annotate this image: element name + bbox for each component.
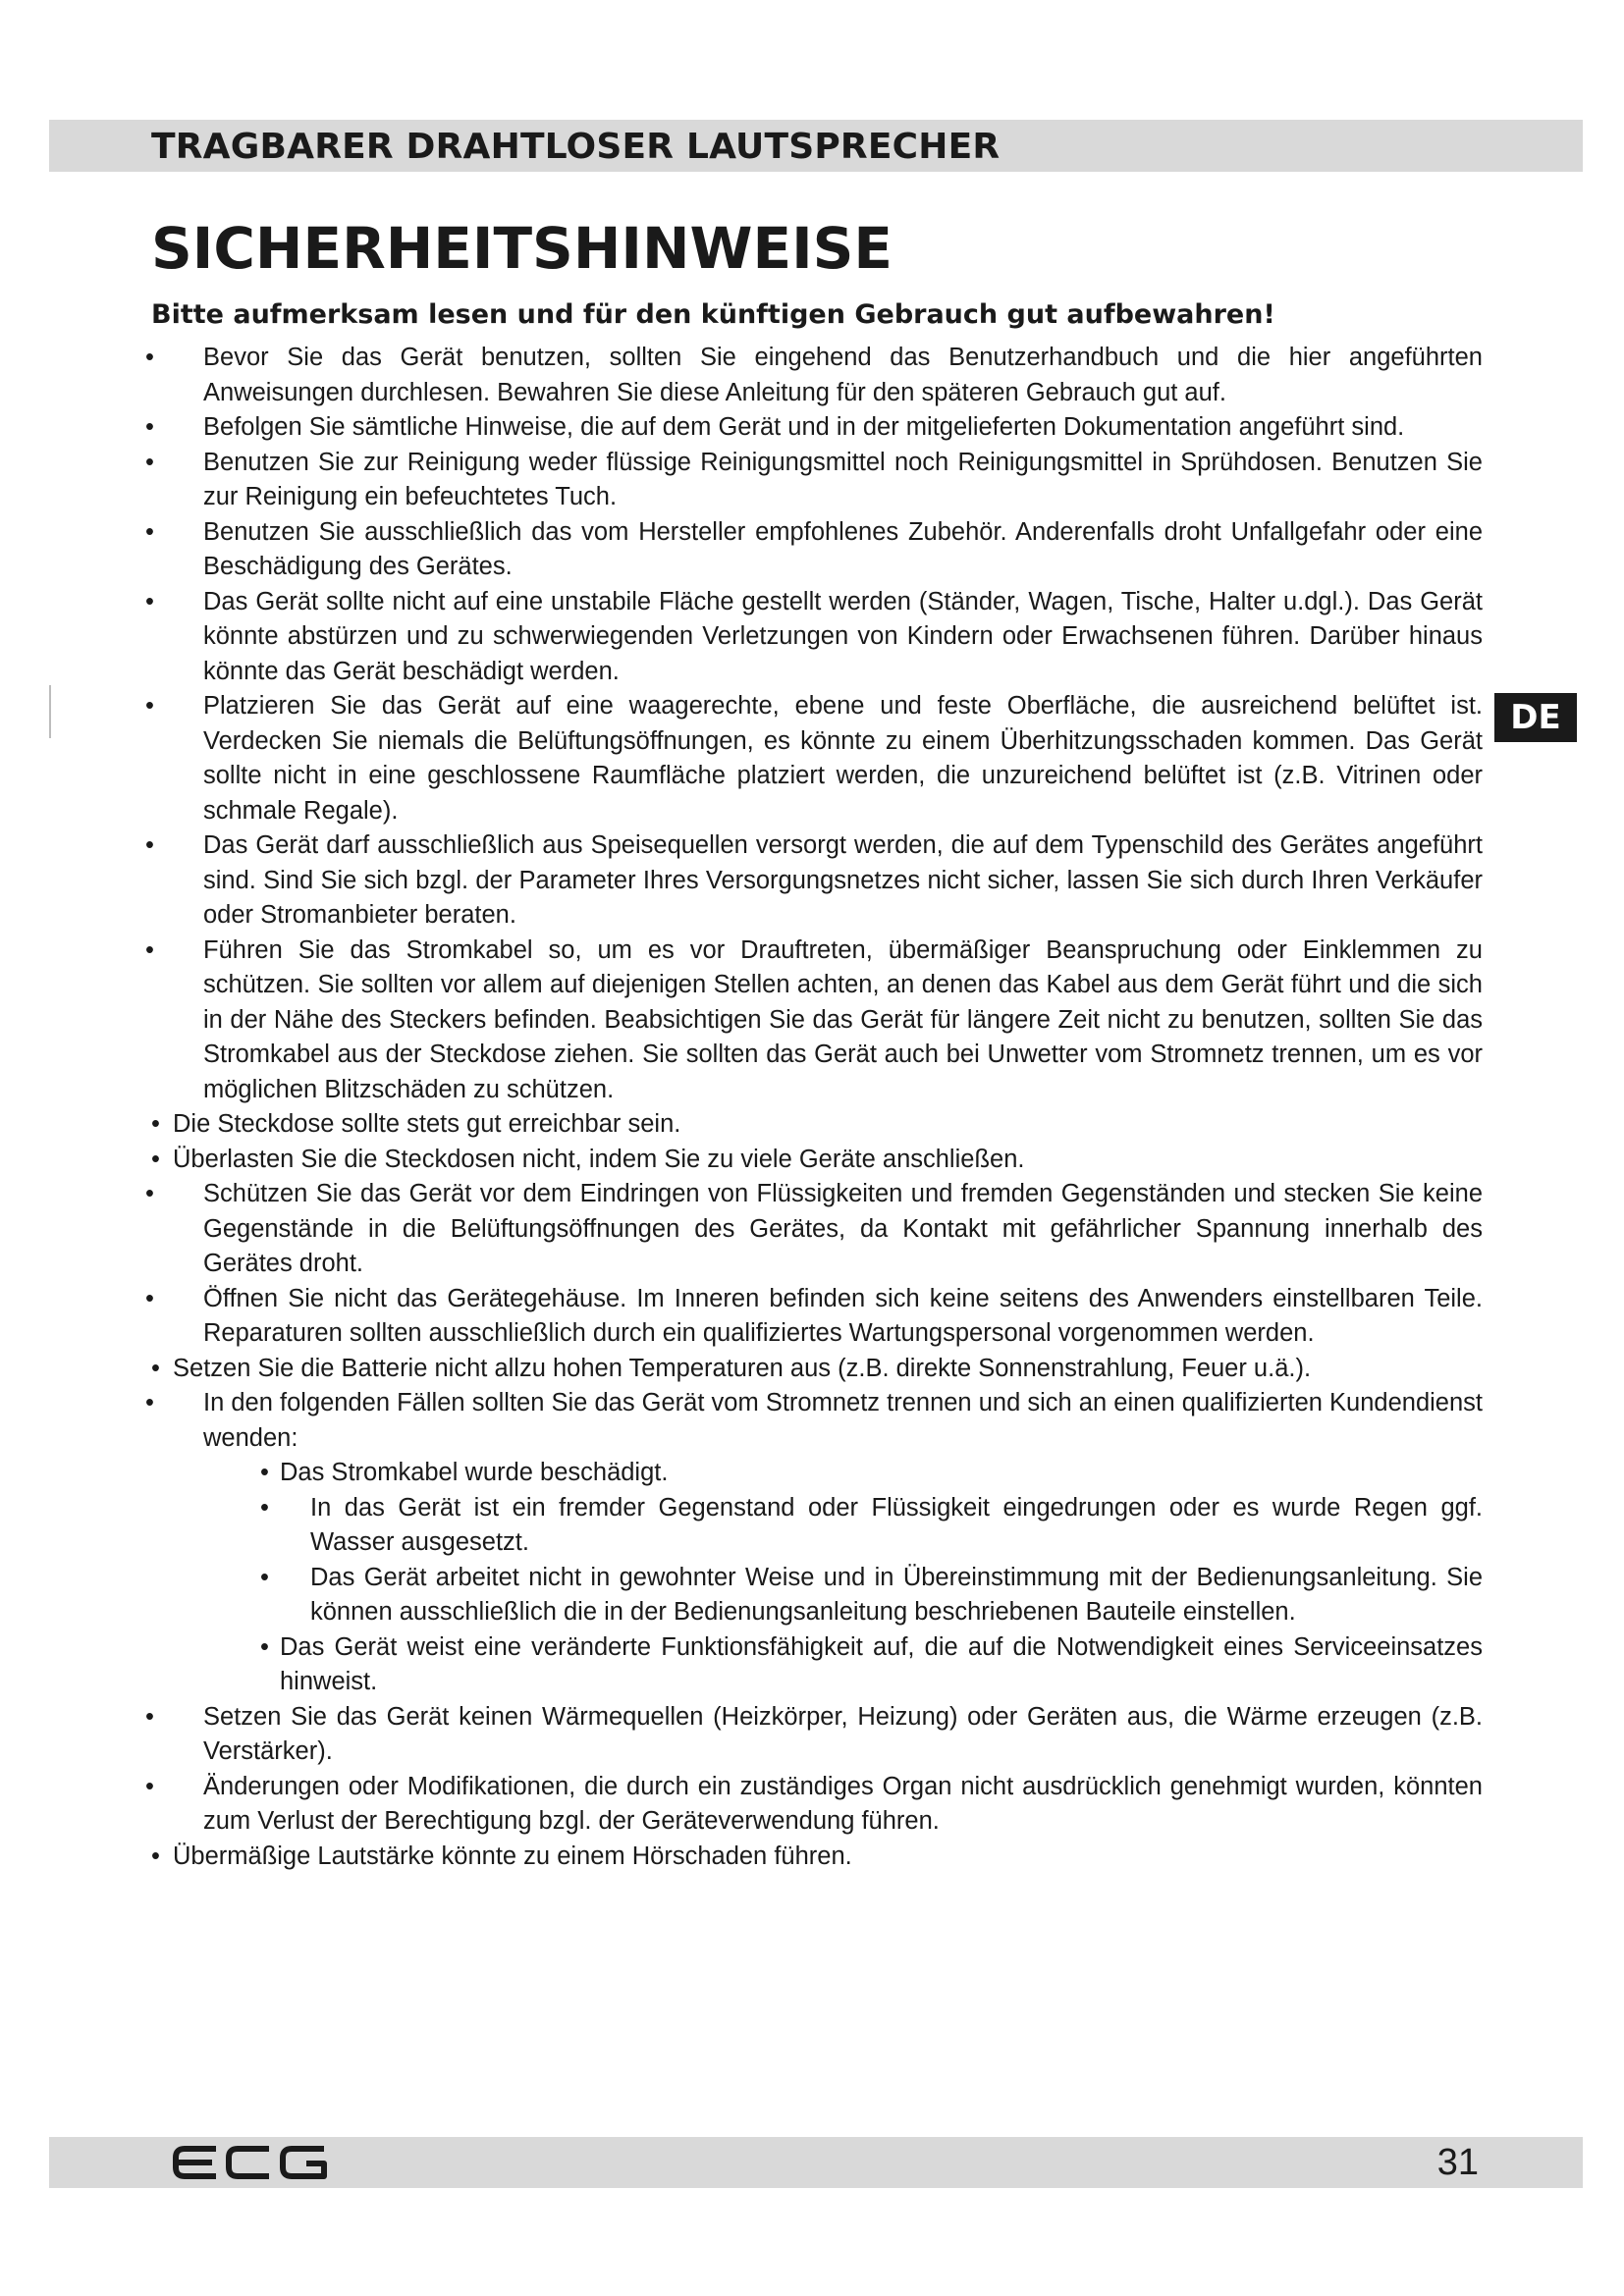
list-item: • Die Steckdose sollte stets gut erreichbar sein. [151,1107,1483,1143]
list-item: • Setzen Sie das Gerät keinen Wärmequellen (Heizkörper, Heizung) oder Geräten aus, die Wärme erzeugen (z.B. Verstärker). [151,1700,1483,1770]
ecg-logo [173,2146,330,2179]
list-item: • Befolgen Sie sämtliche Hinweise, die auf dem Gerät und in der mitgelieferten Dokumentation angeführt sind. [151,410,1483,446]
list-item: • Das Gerät sollte nicht auf eine unstabile Fläche gestellt werden (Ständer, Wagen, Tische, Halter u.dgl.). Das Gerät könnte abstürzen und zu schwerwiegenden Verletzungen von Kindern oder Erwachsenen führen. Darüber hinaus könnte das Gerät beschädigt werden. [151,585,1483,690]
list-item: • Öffnen Sie nicht das Gerätegehäuse. Im Inneren befinden sich keine seitens des Anwenders einstellbaren Teile. Reparaturen sollten ausschließlich durch ein qualifiziertes Wartungspersonal vorgenommen werden. [151,1282,1483,1352]
sub-list [203,1456,1483,1700]
language-tab: DE [1494,693,1577,742]
header-title: TRAGBARER DRAHTLOSER LAUTSPRECHER [151,127,1001,167]
subtitle: Bitte aufmerksam lesen und für den künftigen Gebrauch gut aufbewahren! [151,299,1275,330]
list-item: • Benutzen Sie zur Reinigung weder flüssige Reinigungsmittel noch Reinigungsmittel in Sprühdosen. Benutzen Sie zur Reinigung ein befeuchtetes Tuch. [151,446,1483,515]
list-item: • Änderungen oder Modifikationen, die durch ein zuständiges Organ nicht ausdrücklich genehmigt wurden, könnten zum Verlust der Berechtigung bzgl. der Geräteverwendung führen. [151,1770,1483,1840]
safety-instructions-list [151,341,1483,1874]
list-item: • Führen Sie das Stromkabel so, um es vor Drauftreten, übermäßiger Beanspruchung oder Einklemmen zu schützen. Sie sollten vor allem auf diejenigen Stellen achten, an denen das Kabel aus dem Gerät führt und die sich in der Nähe des Steckers befinden. Beabsichtigen Sie das Gerät für längere Zeit nicht zu benutzen, sollten Sie das Stromkabel aus der Steckdose ziehen. Sie sollten das Gerät auch bei Unwetter vom Stromnetz trennen, um es vor möglichen Blitzschäden zu schützen. [151,934,1483,1108]
sub-list-item: • In das Gerät ist ein fremder Gegenstand oder Flüssigkeit eingedrungen oder es wurde Regen ggf. Wasser ausgesetzt. [258,1491,1483,1561]
margin-line [49,685,51,738]
list-item: • Das Gerät darf ausschließlich aus Speisequellen versorgt werden, die auf dem Typenschild des Gerätes angeführt sind. Sind Sie sich bzgl. der Parameter Ihres Versorgungsnetzes nicht sicher, lassen Sie sich durch Ihren Verkäufer oder Stromanbieter beraten. [151,828,1483,934]
sub-list-item: • Das Stromkabel wurde beschädigt. [258,1456,1483,1491]
list-item: • Setzen Sie die Batterie nicht allzu hohen Temperaturen aus (z.B. direkte Sonnenstrahlung, Feuer u.ä.). [151,1352,1483,1387]
list-item: • Benutzen Sie ausschließlich das vom Hersteller empfohlenes Zubehör. Anderenfalls droht Unfallgefahr oder eine Beschädigung des Gerätes. [151,515,1483,585]
page-number: 31 [1436,2142,1479,2183]
list-item: • Überlasten Sie die Steckdosen nicht, indem Sie zu viele Geräte anschließen. [151,1143,1483,1178]
sub-list-item: • Das Gerät arbeitet nicht in gewohnter Weise und in Übereinstimmung mit der Bedienungsanleitung. Sie können ausschließlich die in der Bedienungsanleitung beschriebenen Bauteile einstellen. [258,1561,1483,1630]
list-item-with-subitems [151,1386,1483,1700]
list-item: • Schützen Sie das Gerät vor dem Eindringen von Flüssigkeiten und fremden Gegenständen und stecken Sie keine Gegenstände in die Belüftungsöffnungen des Gerätes, da Kontakt mit gefährlicher Spannung innerhalb des Gerätes droht. [151,1177,1483,1282]
page-title: SICHERHEITSHINWEISE [151,215,893,282]
list-item: • Bevor Sie das Gerät benutzen, sollten Sie eingehend das Benutzerhandbuch und die hier angeführten Anweisungen durchlesen. Bewahren Sie diese Anleitung für den späteren Gebrauch gut auf. [151,341,1483,410]
header-bar [49,120,1583,172]
list-item: • Übermäßige Lautstärke könnte zu einem Hörschaden führen. [151,1840,1483,1875]
sub-list-item: • Das Gerät weist eine veränderte Funktionsfähigkeit auf, die auf die Notwendigkeit eines Serviceeinsatzes hinweist. [258,1630,1483,1700]
list-item: • Platzieren Sie das Gerät auf eine waagerechte, ebene und feste Oberfläche, die ausreichend belüftet ist. Verdecken Sie niemals die Belüftungsöffnungen, es könnte zu einem Überhitzungsschaden kommen. Das Gerät sollte nicht in eine geschlossene Raumfläche platziert werden, die unzureichend belüftet ist (z.B. Vitrinen oder schmale Regale). [151,689,1483,828]
list-item-text: In den folgenden Fällen sollten Sie das Gerät vom Stromnetz trennen und sich an einen qualifizierten Kundendienst wenden: [203,1389,1483,1452]
